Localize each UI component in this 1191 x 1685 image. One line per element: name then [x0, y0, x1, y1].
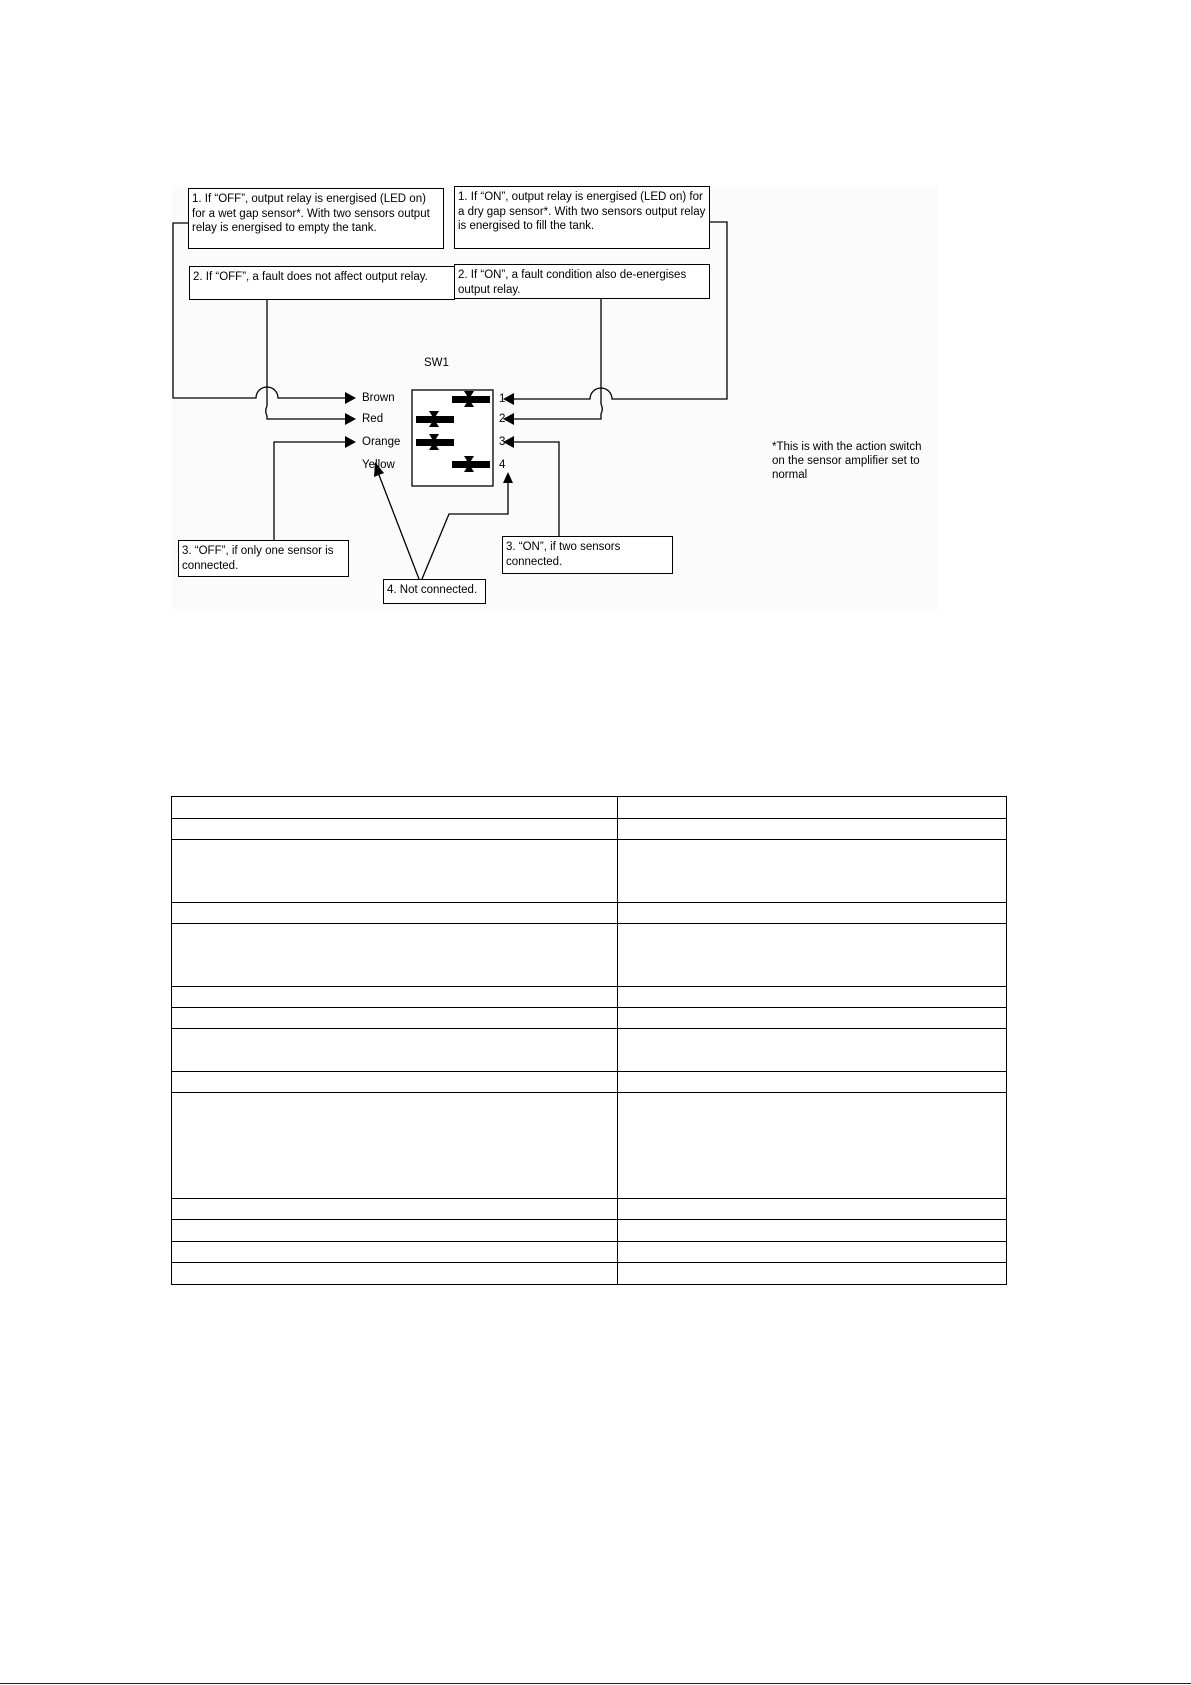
connector-off-one-sensor-to-orange: [274, 442, 345, 540]
note-off-relay: 1. If “OFF”, output relay is energised (LED on) for a wet gap sensor*. With two sensors output relay is energised to empty the tank.: [188, 188, 444, 249]
arrow-brown: [345, 392, 356, 404]
connector-on-two-sensors-to-pos3: [514, 442, 559, 536]
position-label-1: 1: [499, 393, 506, 405]
connector-off-relay-to-brown: [173, 223, 345, 398]
table-cell: [618, 1008, 1007, 1029]
table-row: [172, 1263, 1007, 1285]
table-cell: [618, 797, 1007, 819]
position-label-3: 3: [499, 436, 506, 448]
table-cell: [618, 1072, 1007, 1093]
table-row: [172, 987, 1007, 1008]
table-cell: [172, 987, 618, 1008]
arrow-orange: [345, 436, 356, 448]
note-on-relay: 1. If “ON”, output relay is energised (LED on) for a dry gap sensor*. With two sensors output relay is energised to fill the tank.: [454, 186, 710, 249]
table-cell: [172, 1029, 618, 1072]
table-row: [172, 1220, 1007, 1242]
sw1-switch-body: [412, 390, 493, 486]
page-bottom-line: [0, 1683, 1191, 1684]
note-off-one-sensor: 3. “OFF”, if only one sensor is connected.: [178, 540, 349, 577]
table-cell: [618, 924, 1007, 987]
switch-lever-1: [452, 396, 490, 403]
table-cell: [618, 840, 1007, 903]
table-cell: [618, 1093, 1007, 1199]
table-cell: [172, 903, 618, 924]
spec-table: [171, 796, 1007, 1285]
table-cell: [618, 1220, 1007, 1242]
table-row: [172, 1093, 1007, 1199]
table-cell: [172, 797, 618, 819]
table-row: [172, 1242, 1007, 1263]
table-cell: [172, 1093, 618, 1199]
wire-label-orange: Orange: [362, 436, 401, 448]
table-row: [172, 903, 1007, 924]
connector-off-fault-to-red: [266, 300, 345, 419]
table-cell: [172, 1263, 618, 1285]
table-row: [172, 924, 1007, 987]
table-row: [172, 1029, 1007, 1072]
table-cell: [618, 1029, 1007, 1072]
table-cell: [172, 1242, 618, 1263]
table-cell: [618, 1242, 1007, 1263]
table-cell: [172, 1220, 618, 1242]
note-on-fault: 2. If “ON”, a fault condition also de-energises output relay.: [454, 264, 710, 299]
switch-lever-4: [452, 461, 490, 468]
switch-title: SW1: [424, 357, 449, 369]
wire-label-brown: Brown: [362, 392, 395, 404]
table-cell: [618, 1199, 1007, 1220]
table-cell: [172, 1008, 618, 1029]
table-cell: [618, 819, 1007, 840]
table-cell: [172, 924, 618, 987]
note-not-connected: 4. Not connected.: [383, 579, 486, 604]
connector-on-fault-to-pos2: [514, 299, 602, 419]
connector-not-connected-to-yellow: [379, 475, 419, 579]
table-row: [172, 840, 1007, 903]
arrow-pos4: [503, 472, 513, 483]
wire-label-red: Red: [362, 413, 384, 425]
table-row: [172, 797, 1007, 819]
connector-not-connected-to-pos4: [422, 483, 508, 579]
table-row: [172, 1199, 1007, 1220]
note-on-two-sensors: 3. “ON”, if two sensors connected.: [502, 536, 673, 574]
table-cell: [618, 1263, 1007, 1285]
table-cell: [618, 903, 1007, 924]
wire-label-yellow: Yellow: [362, 459, 395, 471]
table-row: [172, 1008, 1007, 1029]
position-label-2: 2: [499, 413, 506, 425]
arrow-red: [345, 413, 356, 425]
table-cell: [172, 840, 618, 903]
table-cell: [618, 987, 1007, 1008]
table-row: [172, 1072, 1007, 1093]
position-label-4: 4: [499, 459, 506, 471]
note-off-fault: 2. If “OFF”, a fault does not affect output relay.: [189, 266, 455, 300]
footnote: *This is with the action switch on the sensor amplifier set to normal: [772, 441, 922, 481]
table-cell: [172, 1072, 618, 1093]
sw1-wiring-diagram: [172, 186, 938, 610]
table-cell: [172, 819, 618, 840]
table-cell: [172, 1199, 618, 1220]
table-row: [172, 819, 1007, 840]
